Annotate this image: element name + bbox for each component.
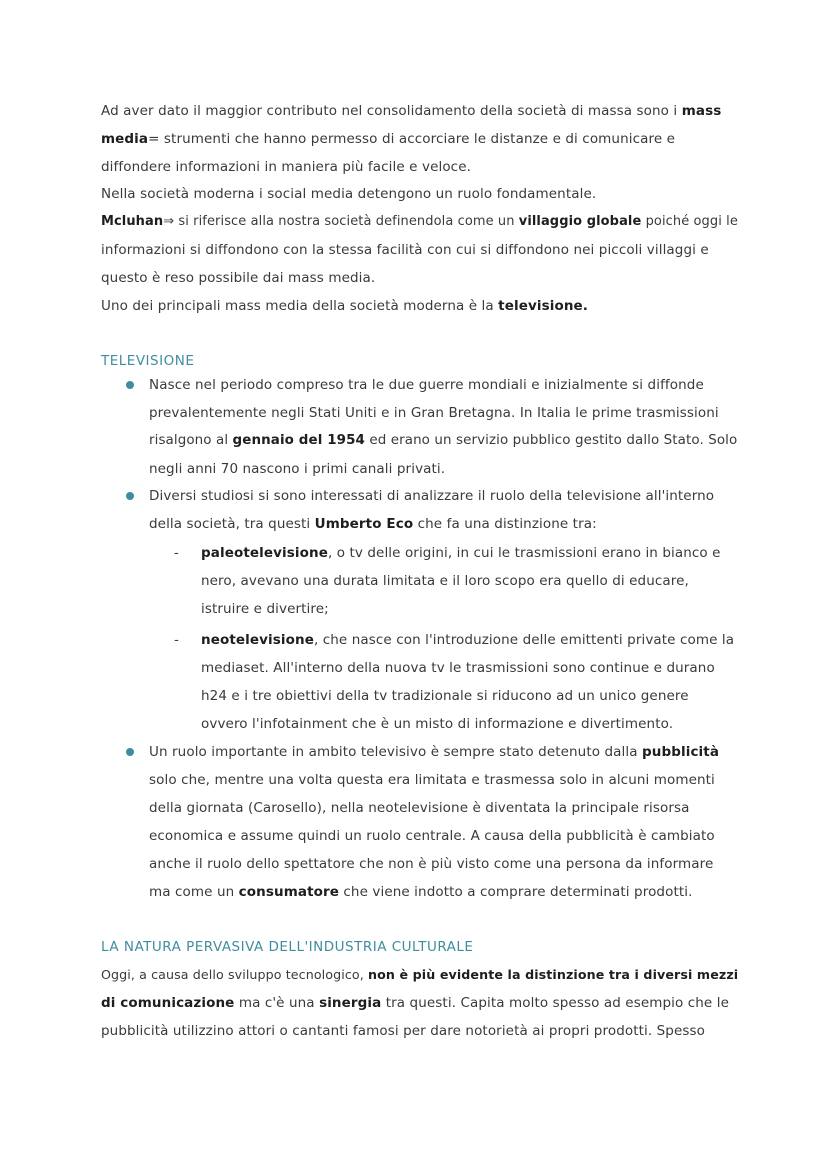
bullet-3-line-6: ma come un consumatore che viene indotto a comprare determinati prodotti. [149,884,693,900]
sub-1-line-2: nero, avevano una durata limitata e il loro scopo era quello di educare, [201,573,689,589]
intro-line-2: media= strumenti che hanno permesso di accorciare le distanze e di comunicare e [101,131,676,147]
sub-1-line-1: paleotelevisione, o tv delle origini, in cui le trasmissioni erano in bianco e [201,545,721,561]
intro-line-3: diffondere informazioni in maniera più facile e veloce. [101,159,471,175]
bullet-3-line-1: Un ruolo importante in ambito televisivo è sempre stato detenuto dalla pubblicità [149,744,720,760]
dash-marker: - [174,545,179,561]
bullet-1-line-2: prevalentemente negli Stati Uniti e in Gran Bretagna. In Italia le prime trasmissioni [149,405,719,421]
section-heading-televisione: TELEVISIONE [101,353,195,369]
sub-2-line-4: ovvero l'infotainment che è un misto di informazione e divertimento. [201,716,674,732]
bullet-3-line-3: della giornata (Carosello), nella neotelevisione è diventata la principale risorsa [149,800,690,816]
bullet-dot [126,381,134,389]
bullet-2-line-2: della società, tra questi Umberto Eco che fa una distinzione tra: [149,516,597,532]
intro-line-1: Ad aver dato il maggior contributo nel consolidamento della società di massa sono i mass [101,103,722,119]
intro-line-4: Nella società moderna i social media detengono un ruolo fondamentale. [101,186,597,202]
intro-line-8: Uno dei principali mass media della società moderna è la televisione. [101,298,589,314]
bullet-dot [126,748,134,756]
intro-line-5: Mcluhan⇒ si riferisce alla nostra società definendola come un villaggio globale poiché oggi le [101,214,738,229]
bullet-3-line-5: anche il ruolo dello spettatore che non è più visto come una persona da informare [149,856,714,872]
intro-line-6: informazioni si diffondono con la stessa facilità con cui si diffondono nei piccoli villaggi e [101,242,709,258]
sub-2-line-3: h24 e i tre obiettivi della tv tradizionale si riducono ad un unico genere [201,688,689,704]
bullet-3-line-4: economica e assume quindi un ruolo centrale. A causa della pubblicità è cambiato [149,828,715,844]
sub-2-line-1: neotelevisione, che nasce con l'introduzione delle emittenti private come la [201,632,735,648]
culture-line-3: pubblicità utilizzino attori o cantanti famosi per dare notorietà ai propri prodotti. Spesso [101,1023,706,1039]
bullet-1-line-1: Nasce nel periodo compreso tra le due guerre mondiali e inizialmente si diffonde [149,377,704,393]
intro-line-7: questo è reso possibile dai mass media. [101,270,376,286]
dash-marker: - [174,632,179,648]
bullet-dot [126,492,134,500]
sub-2-line-2: mediaset. All'interno della nuova tv le trasmissioni sono continue e durano [201,660,715,676]
bullet-1-line-4: negli anni 70 nascono i primi canali privati. [149,461,446,477]
section-heading-industria-culturale: LA NATURA PERVASIVA DELL'INDUSTRIA CULTURALE [101,939,474,955]
bullet-1-line-3: risalgono al gennaio del 1954 ed erano un servizio pubblico gestito dallo Stato. Solo [149,433,738,448]
bullet-2-line-1: Diversi studiosi si sono interessati di analizzare il ruolo della televisione all'interno [149,488,715,504]
sub-1-line-3: istruire e divertire; [201,601,329,617]
culture-line-1: Oggi, a causa dello sviluppo tecnologico, non è più evidente la distinzione tra i diversi mezzi [101,967,739,982]
culture-line-2: di comunicazione ma c'è una sinergia tra questi. Capita molto spesso ad esempio che le [101,995,729,1011]
bullet-3-line-2: solo che, mentre una volta questa era limitata e trasmessa solo in alcuni momenti [149,772,715,788]
